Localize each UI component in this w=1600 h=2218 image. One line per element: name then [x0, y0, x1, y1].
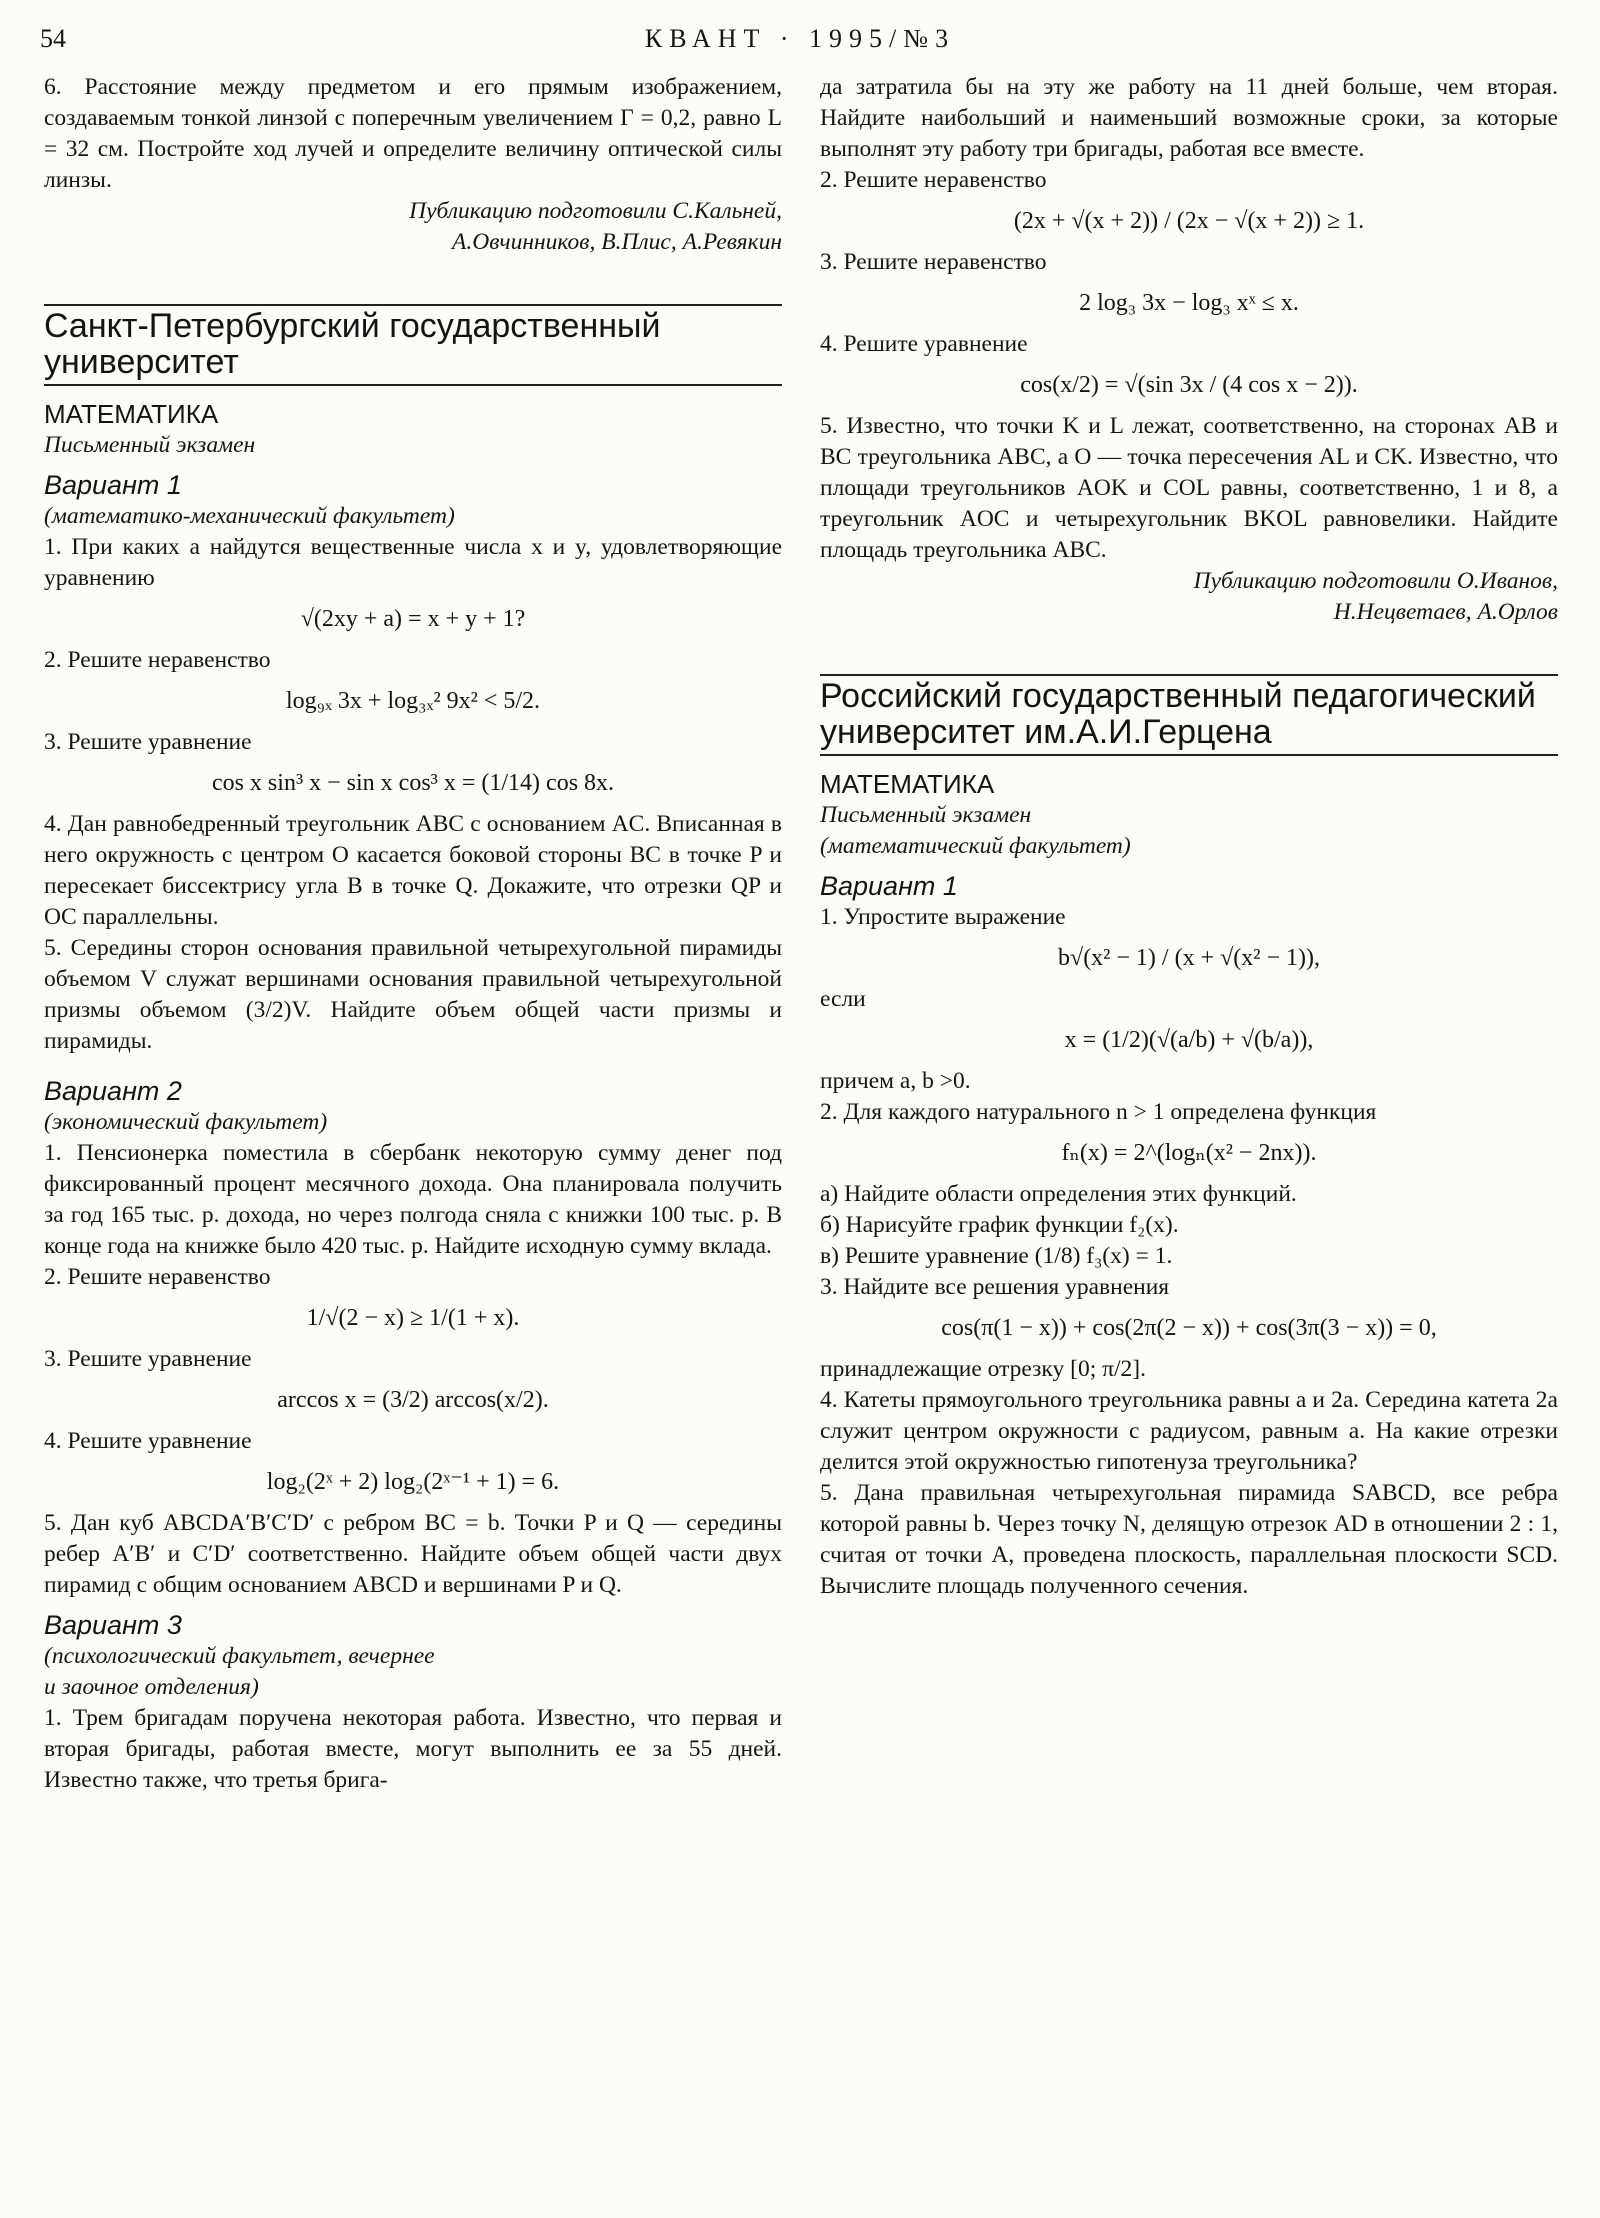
formula: log₉ₓ 3x + log₃ₓ² 9x² < 5/2. [285, 688, 541, 714]
university-heading: Российский государственный педагогический университет им.А.И.Герцена [820, 674, 1558, 756]
university-heading: Санкт-Петербургский государственный университет [44, 304, 782, 386]
problem-text: 2. Для каждого натурального n > 1 определена функция [820, 1099, 1377, 1125]
problem-text: 4. Решите уравнение [44, 1428, 252, 1454]
formula: cos(x/2) = √(sin 3x / (4 cos x − 2)). [1020, 372, 1358, 398]
faculty-label: (математико-механический факультет) [44, 503, 455, 529]
formula: x = (1/2)(√(a/b) + √(b/a)), [1064, 1027, 1314, 1053]
credits-line: А.Овчинников, В.Плис, А.Ревякин [452, 229, 782, 255]
formula: fₙ(x) = 2^(logₙ(x² − 2nx)). [1061, 1140, 1317, 1166]
subject-heading: МАТЕМАТИКА [820, 769, 995, 799]
exam-type: Письменный экзамен [44, 432, 256, 458]
problem-text: 3. Решите уравнение [44, 1346, 252, 1372]
problem-text: 5. Середины сторон основания правильной четырехугольной пирамиды объемом V служат вершинами основания правильной четырехугольной призмы объемом (3/2)V. Найдите объем общей части призмы и пирамиды. [44, 935, 782, 1054]
problem-text: 1. При каких a найдутся вещественные числа x и y, удовлетворяющие уравнению [44, 534, 782, 591]
left-column [44, 72, 782, 1796]
problem-text: в) Решите уравнение (1/8) f₃(x) = 1. [820, 1243, 1173, 1269]
faculty-label: (математический факультет) [820, 833, 1131, 859]
problem-text: принадлежащие отрезку [0; π/2]. [820, 1356, 1146, 1382]
problem-text: 3. Найдите все решения уравнения [820, 1274, 1170, 1300]
page-header [40, 24, 1560, 60]
problem-text: 4. Катеты прямоугольного треугольника равны a и 2a. Середина катета 2a служит центром окружности с радиусом, равным a. На какие отрезки делится этой окружностью гипотенуза треугольника? [820, 1387, 1558, 1475]
formula: 1/√(2 − x) ≥ 1/(1 + x). [306, 1305, 520, 1331]
formula: cos x sin³ x − sin x cos³ x = (1/14) cos 8x. [211, 770, 615, 796]
variant-title: Вариант 1 [44, 470, 182, 500]
formula: b√(x² − 1) / (x + √(x² − 1)), [1058, 945, 1320, 971]
formula: 2 log₃ 3x − log₃ xˣ ≤ x. [1079, 290, 1299, 316]
subject-heading: МАТЕМАТИКА [44, 399, 219, 429]
problem-6-text: 6. Расстояние между предметом и его прямым изображением, создаваемым тонкой линзой с поперечным увеличением Γ = 0,2, равно L = 32 см. Постройте ход лучей и определите величину оптической силы линзы. [44, 74, 782, 193]
page-number: 54 [40, 24, 66, 53]
faculty-label: (экономический факультет) [44, 1109, 328, 1135]
problem-text: да затратила бы на эту же работу на 11 дней больше, чем вторая. Найдите наибольший и наименьший возможные сроки, за которые выполнят эту работу три бригады, работая все вместе. [820, 74, 1558, 162]
credits-line: Публикацию подготовили С.Кальней, [409, 198, 782, 224]
variant-title: Вариант 1 [820, 871, 958, 901]
problem-text: 2. Решите неравенство [820, 167, 1047, 193]
problem-text: 2. Решите неравенство [44, 647, 271, 673]
problem-text: 4. Дан равнобедренный треугольник ABC с основанием AC. Вписанная в него окружность с центром O касается боковой стороны BC в точке P и пересекает биссектрису угла B в точке Q. Докажите, что отрезки QP и OC параллельны. [44, 811, 782, 930]
problem-text: 3. Решите уравнение [44, 729, 252, 755]
right-column [820, 72, 1558, 1602]
problem-text: 3. Решите неравенство [820, 249, 1047, 275]
formula: (2x + √(x + 2)) / (2x − √(x + 2)) ≥ 1. [1013, 208, 1365, 234]
credits-line: Публикацию подготовили О.Иванов, [1193, 568, 1558, 594]
problem-text: если [820, 986, 866, 1012]
problem-text: 2. Решите неравенство [44, 1264, 271, 1290]
problem-text: 1. Упростите выражение [820, 904, 1066, 930]
journal-title: КВАНТ · 1995/№3 [644, 24, 956, 53]
formula: √(2xy + a) = x + y + 1? [300, 606, 526, 632]
problem-text: причем a, b >0. [820, 1068, 971, 1094]
formula: arccos x = (3/2) arccos(x/2). [277, 1387, 549, 1413]
exam-type: Письменный экзамен [820, 802, 1032, 828]
faculty-label: и заочное отделения) [44, 1674, 259, 1700]
problem-text: 1. Трем бригадам поручена некоторая работа. Известно, что первая и вторая бригады, работая вместе, могут выполнить ее за 55 дней. Известно также, что третья брига- [44, 1705, 782, 1793]
credits-line: Н.Нецветаев, А.Орлов [1333, 599, 1558, 625]
problem-text: 5. Дана правильная четырехугольная пирамида SABCD, все ребра которой равны b. Через точку N, делящую отрезок AD в отношении 2 : 1, считая от точки A, проведена плоскость, параллельная плоскости SCD. Вычислите площадь полученного сечения. [820, 1480, 1558, 1599]
formula: log₂(2ˣ + 2) log₂(2ˣ⁻¹ + 1) = 6. [266, 1469, 560, 1495]
variant-title: Вариант 2 [44, 1076, 182, 1106]
problem-text: б) Нарисуйте график функции f₂(x). [820, 1212, 1179, 1238]
faculty-label: (психологический факультет, вечернее [44, 1643, 435, 1669]
variant-title: Вариант 3 [44, 1610, 182, 1640]
problem-text: 1. Пенсионерка поместила в сбербанк некоторую сумму денег под фиксированный процент месячного дохода. Она планировала получить за год 165 тыс. р. дохода, но через полгода сняла с книжки 100 тыс. р. В конце года на книжке было 420 тыс. р. Найдите исходную сумму вклада. [44, 1140, 782, 1259]
formula: cos(π(1 − x)) + cos(2π(2 − x)) + cos(3π(3 − x)) = 0, [941, 1315, 1437, 1341]
problem-text: 4. Решите уравнение [820, 331, 1028, 357]
problem-text: 5. Дан куб ABCDA′B′C′D′ с ребром BC = b. Точки P и Q — середины ребер A′B′ и C′D′ соответственно. Найдите объем общей части двух пирамид с общим основанием ABCD и вершинами P и Q. [44, 1510, 782, 1598]
problem-text: а) Найдите области определения этих функций. [820, 1181, 1297, 1207]
problem-text: 5. Известно, что точки K и L лежат, соответственно, на сторонах AB и BC треугольника ABC, а O — точка пересечения AL и CK. Известно, что площади треугольников AOK и COL равны, соответственно, 1 и 8, а треугольник AOC и четырехугольник BKOL равновелики. Найдите площадь треугольника ABC. [820, 413, 1558, 563]
